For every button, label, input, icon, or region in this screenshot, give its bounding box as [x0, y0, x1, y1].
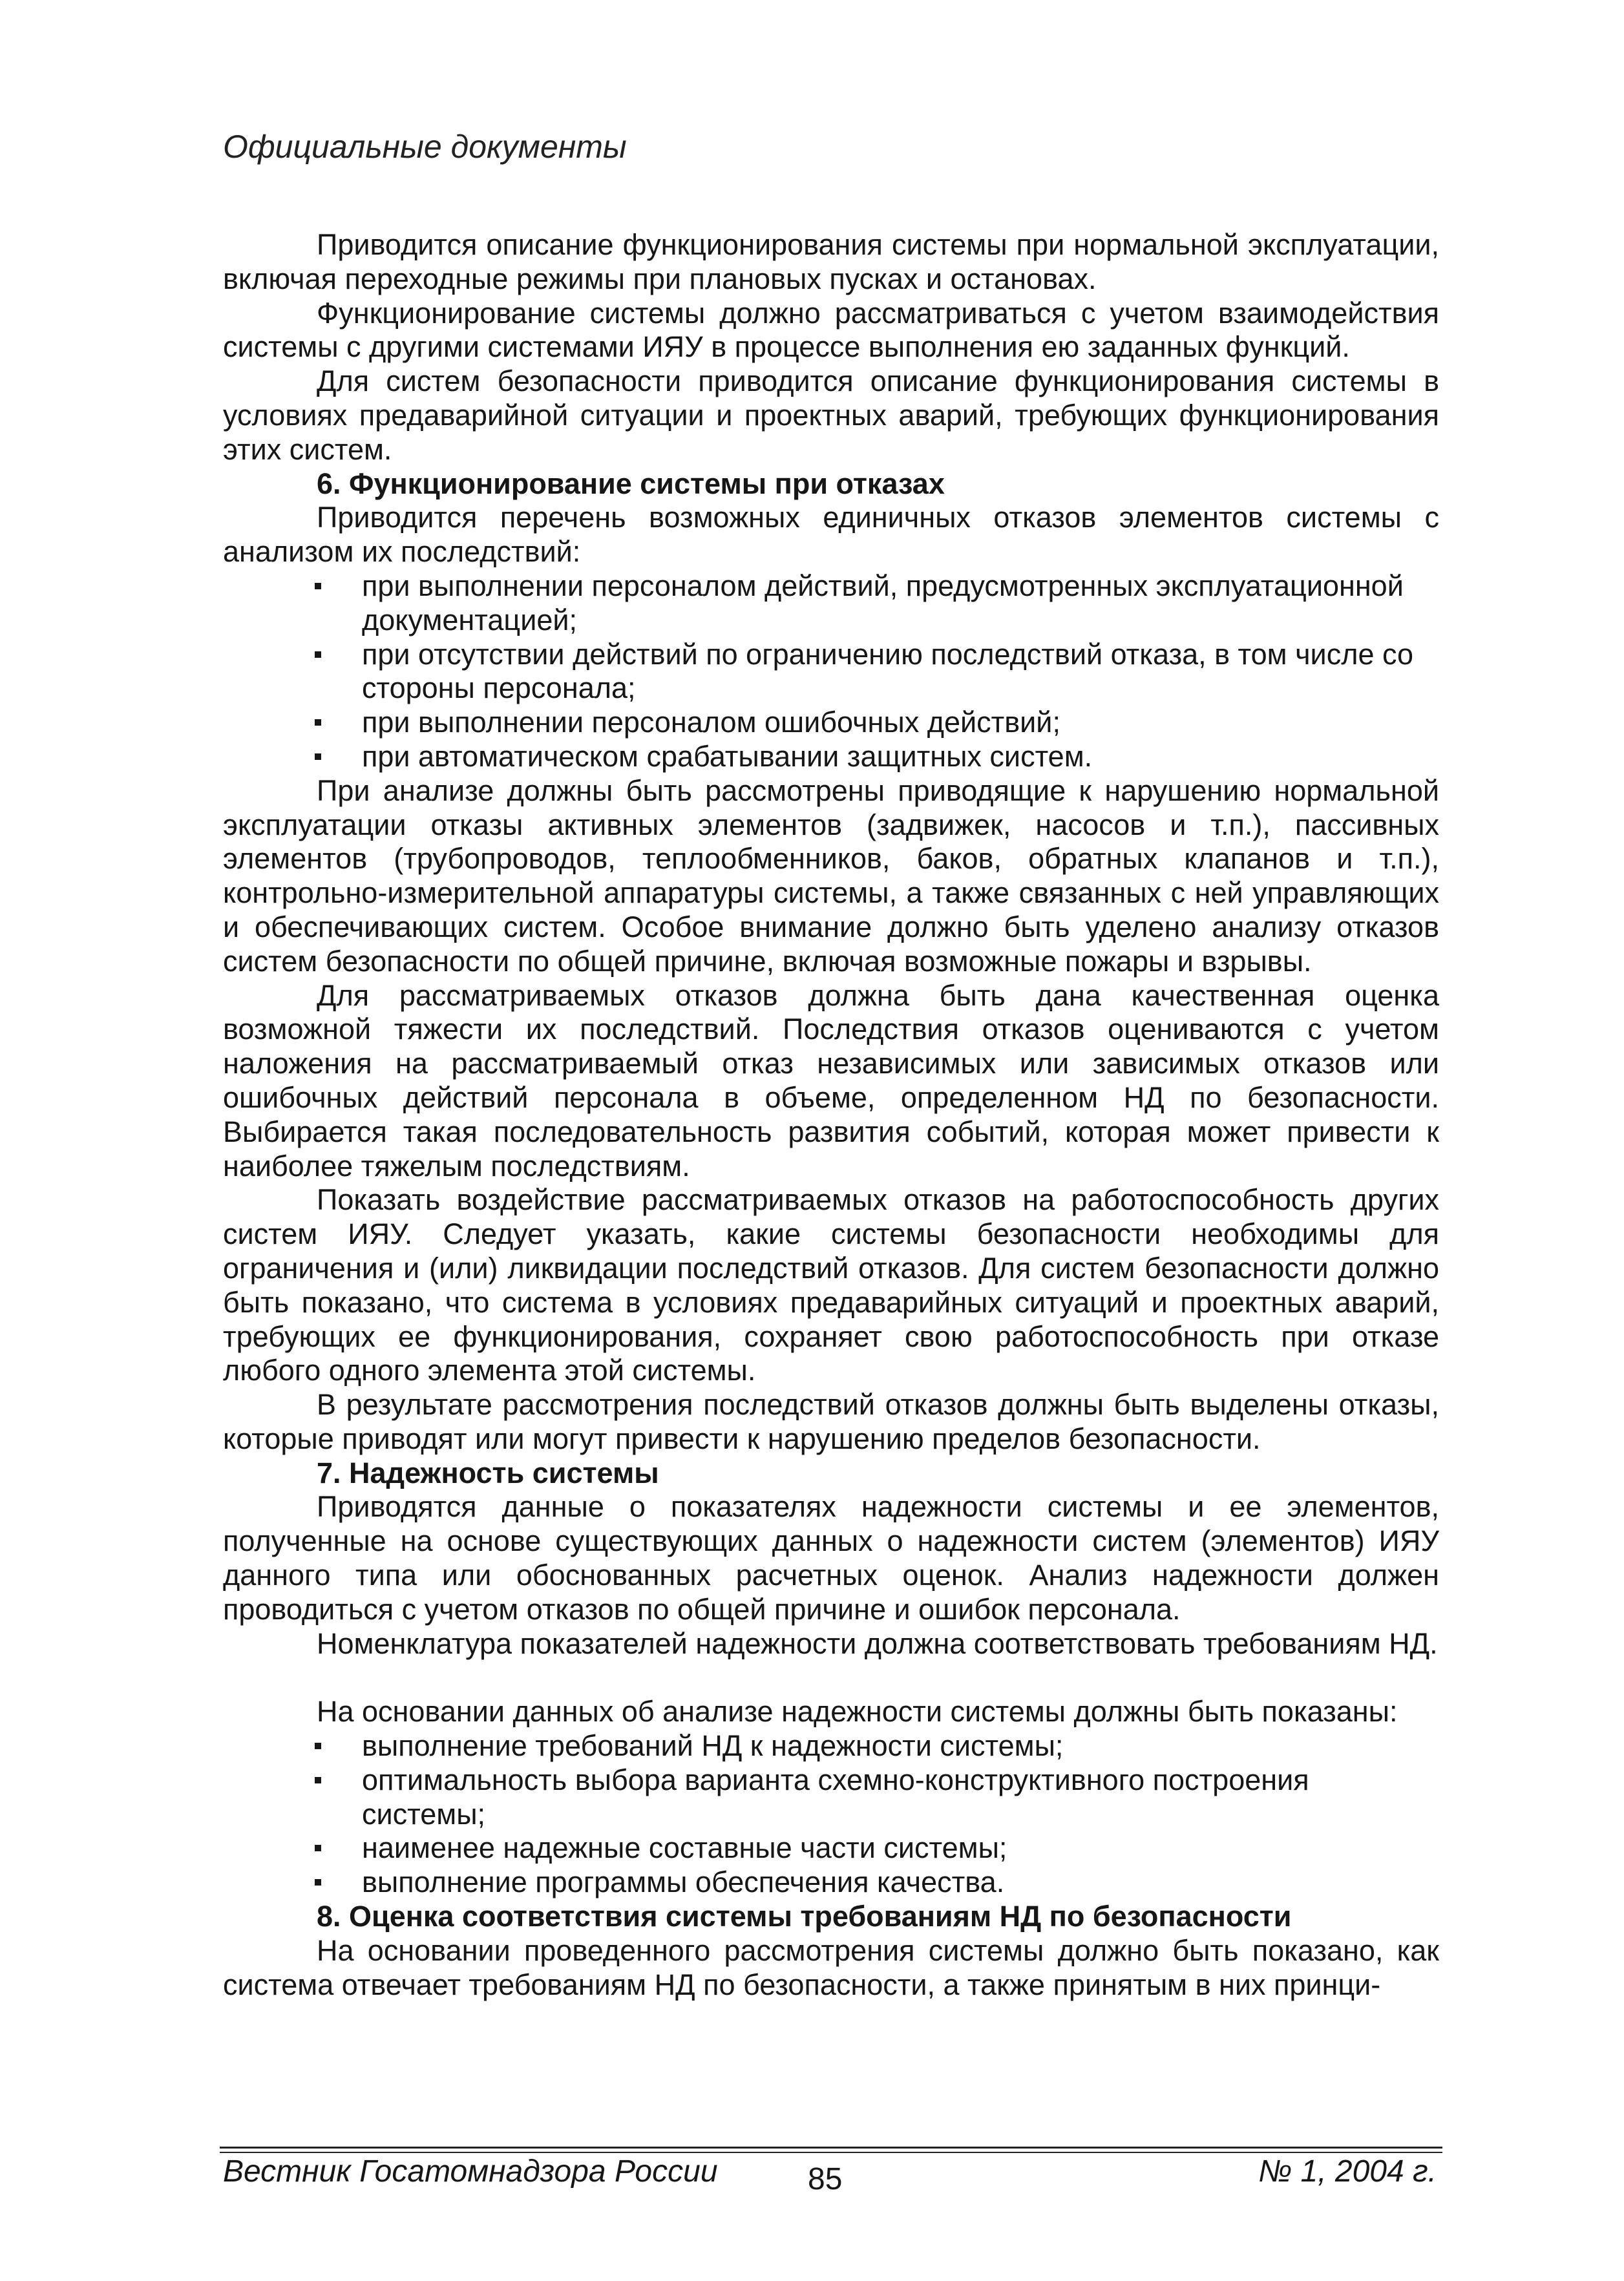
- list-item: при отсутствии действий по ограничению последствий отказа, в том числе со стороны персонала;: [223, 638, 1439, 706]
- paragraph: На основании данных об анализе надежности системы должны быть показаны:: [317, 1695, 1398, 1729]
- list-item: выполнение требований НД к надежности системы;: [223, 1729, 1439, 1763]
- blank-line: [223, 1661, 1439, 1695]
- paragraph: Для систем безопасности приводится описание функционирования системы в условиях предаварийной ситуации и проектных аварий, требующих функционирования этих систем.: [223, 364, 1439, 466]
- paragraph: Приводится перечень возможных единичных отказов элементов системы с анализом их последствий:: [223, 501, 1439, 569]
- footer-journal-title: Вестник Госатомнадзора России: [223, 2154, 718, 2189]
- list-item: оптимальность выбора варианта схемно-конструктивного построения системы;: [223, 1763, 1439, 1832]
- paragraph: На основании проведенного рассмотрения системы должно быть показано, как система отвечает требованиям НД по безопасности, а также принятым в них принци-: [223, 1933, 1439, 2001]
- list-item: при выполнении персоналом действий, предусмотренных эксплуатационной документацией;: [223, 569, 1439, 638]
- paragraph: При анализе должны быть рассмотрены приводящие к нарушению нормальной эксплуатации отказы активных элементов (задвижек, насосов и т.п.), пассивных элементов (трубопроводов, теплообменников, баков, обратных клапанов и т.п.), контрольно-измерительной аппаратуры системы, а также связанных с ней управляющих и обеспечивающих систем. Особое внимание должно быть уделено анализу отказов систем безопасности по общей причине, включая возможные пожары и взрывы.: [223, 773, 1439, 978]
- paragraph: В результате рассмотрения последствий отказов должны быть выделены отказы, которые приводят или могут привести к нарушению пределов безопасности.: [223, 1388, 1439, 1455]
- article-body: [223, 228, 1439, 2002]
- bullet-list: [223, 1729, 1439, 1900]
- paragraph: Приводятся данные о показателях надежности системы и ее элементов, полученные на основе существующих данных о надежности систем (элементов) ИЯУ данного типа или обоснованных расчетных оценок. Анализ надежности должен проводиться с учетом отказов по общей причине и ошибок персонала.: [223, 1490, 1439, 1626]
- paragraph: Функционирование системы должно рассматриваться с учетом взаимодействия системы с другими системами ИЯУ в процессе выполнения ею заданных функций.: [223, 296, 1439, 364]
- bullet-list: [223, 569, 1439, 774]
- paragraph: Для рассматриваемых отказов должна быть дана качественная оценка возможной тяжести их последствий. Последствия отказов оцениваются с учетом наложения на рассматриваемый отказ независимых или зависимых отказов или ошибочных действий персонала в объеме, определенном НД по безопасности. Выбирается такая последовательность развития событий, которая может привести к наиболее тяжелым последствиям.: [223, 978, 1439, 1183]
- paragraph: Приводится описание функционирования системы при нормальной эксплуатации, включая переходные режимы при плановых пусках и остановах.: [223, 228, 1439, 295]
- paragraph: Показать воздействие рассматриваемых отказов на работоспособность других систем ИЯУ. Следует указать, какие системы безопасности необходимы для ограничения и (или) ликвидации последствий отказов. Для систем безопасности должно быть показано, что система в условиях предаварийных ситуаций и проектных аварий, требующих ее функционирования, сохраняет свою работоспособность при отказе любого одного элемента этой системы.: [223, 1183, 1439, 1387]
- list-item: выполнение программы обеспечения качества.: [223, 1866, 1439, 1900]
- footer-issue: № 1, 2004 г.: [1258, 2154, 1437, 2189]
- list-item: при автоматическом срабатывании защитных систем.: [223, 740, 1439, 774]
- footer-rule-bottom: [220, 2152, 1442, 2153]
- section-heading: 6. Функционирование системы при отказах: [317, 467, 945, 500]
- section-heading: 7. Надежность системы: [317, 1456, 659, 1489]
- list-item: при выполнении персоналом ошибочных действий;: [223, 706, 1439, 740]
- list-item: наименее надежные составные части системы;: [223, 1831, 1439, 1866]
- running-header: Официальные документы: [223, 129, 627, 165]
- footer-rule-top: [220, 2147, 1442, 2149]
- page-number: 85: [808, 2162, 843, 2196]
- paragraph: Номенклатура показателей надежности должна соответствовать требованиям НД.: [317, 1626, 1438, 1660]
- section-heading: 8. Оценка соответствия системы требованиям НД по безопасности: [317, 1900, 1292, 1933]
